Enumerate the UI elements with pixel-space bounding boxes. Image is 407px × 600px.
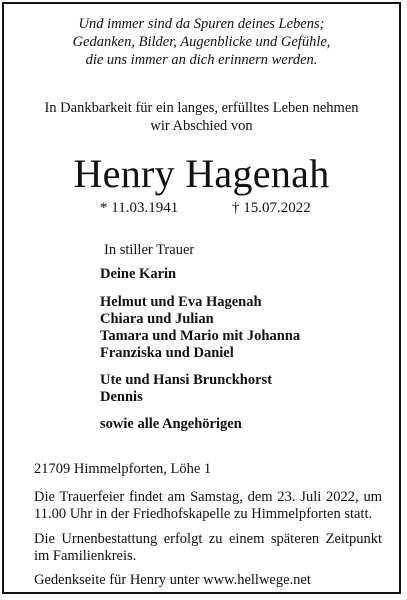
mourner-line: sowie alle Angehörigen	[100, 416, 242, 432]
deceased-name: Henry Hagenah	[73, 151, 330, 196]
mourner-line: Chiara und Julian	[100, 311, 214, 327]
mourner-line: Helmut und Eva Hagenah	[100, 294, 262, 310]
death-date: † 15.07.2022	[232, 200, 311, 216]
mourner-line: Deine Karin	[100, 266, 177, 282]
poem-line-3: die uns immer an dich erinnern werden.	[85, 52, 318, 68]
obituary-notice	[2, 2, 401, 594]
mourning-label: In stiller Trauer	[104, 242, 195, 258]
poem-line-1: Und immer sind da Spuren deines Lebens;	[78, 16, 325, 32]
intro-line-1: In Dankbarkeit für ein langes, erfülltes Leben nehmen	[44, 100, 359, 116]
mourner-line: Tamara und Mario mit Johanna	[100, 328, 301, 344]
mourner-line: Ute und Hansi Brunckhorst	[100, 372, 273, 388]
mourner-line: Dennis	[100, 389, 143, 405]
intro-line-2: wir Abschied von	[150, 118, 253, 134]
urn-burial-info: Die Urnenbestattung erfolgt zu einem späteren Zeitpunkt im Familienkreis.	[34, 531, 382, 564]
mourner-line: Franziska und Daniel	[100, 345, 234, 361]
birth-date: * 11.03.1941	[100, 200, 179, 216]
poem-line-2: Gedanken, Bilder, Augenblicke und Gefühle,	[72, 34, 331, 50]
memorial-page-link: Gedenkseite für Henry unter www.hellwege.net	[34, 572, 311, 588]
funeral-info: Die Trauerfeier findet am Samstag, dem 23. Juli 2022, um 11.00 Uhr in der Friedhofskapelle zu Himmelpforten statt.	[34, 489, 382, 522]
address: 21709 Himmelpforten, Löhe 1	[34, 461, 212, 477]
